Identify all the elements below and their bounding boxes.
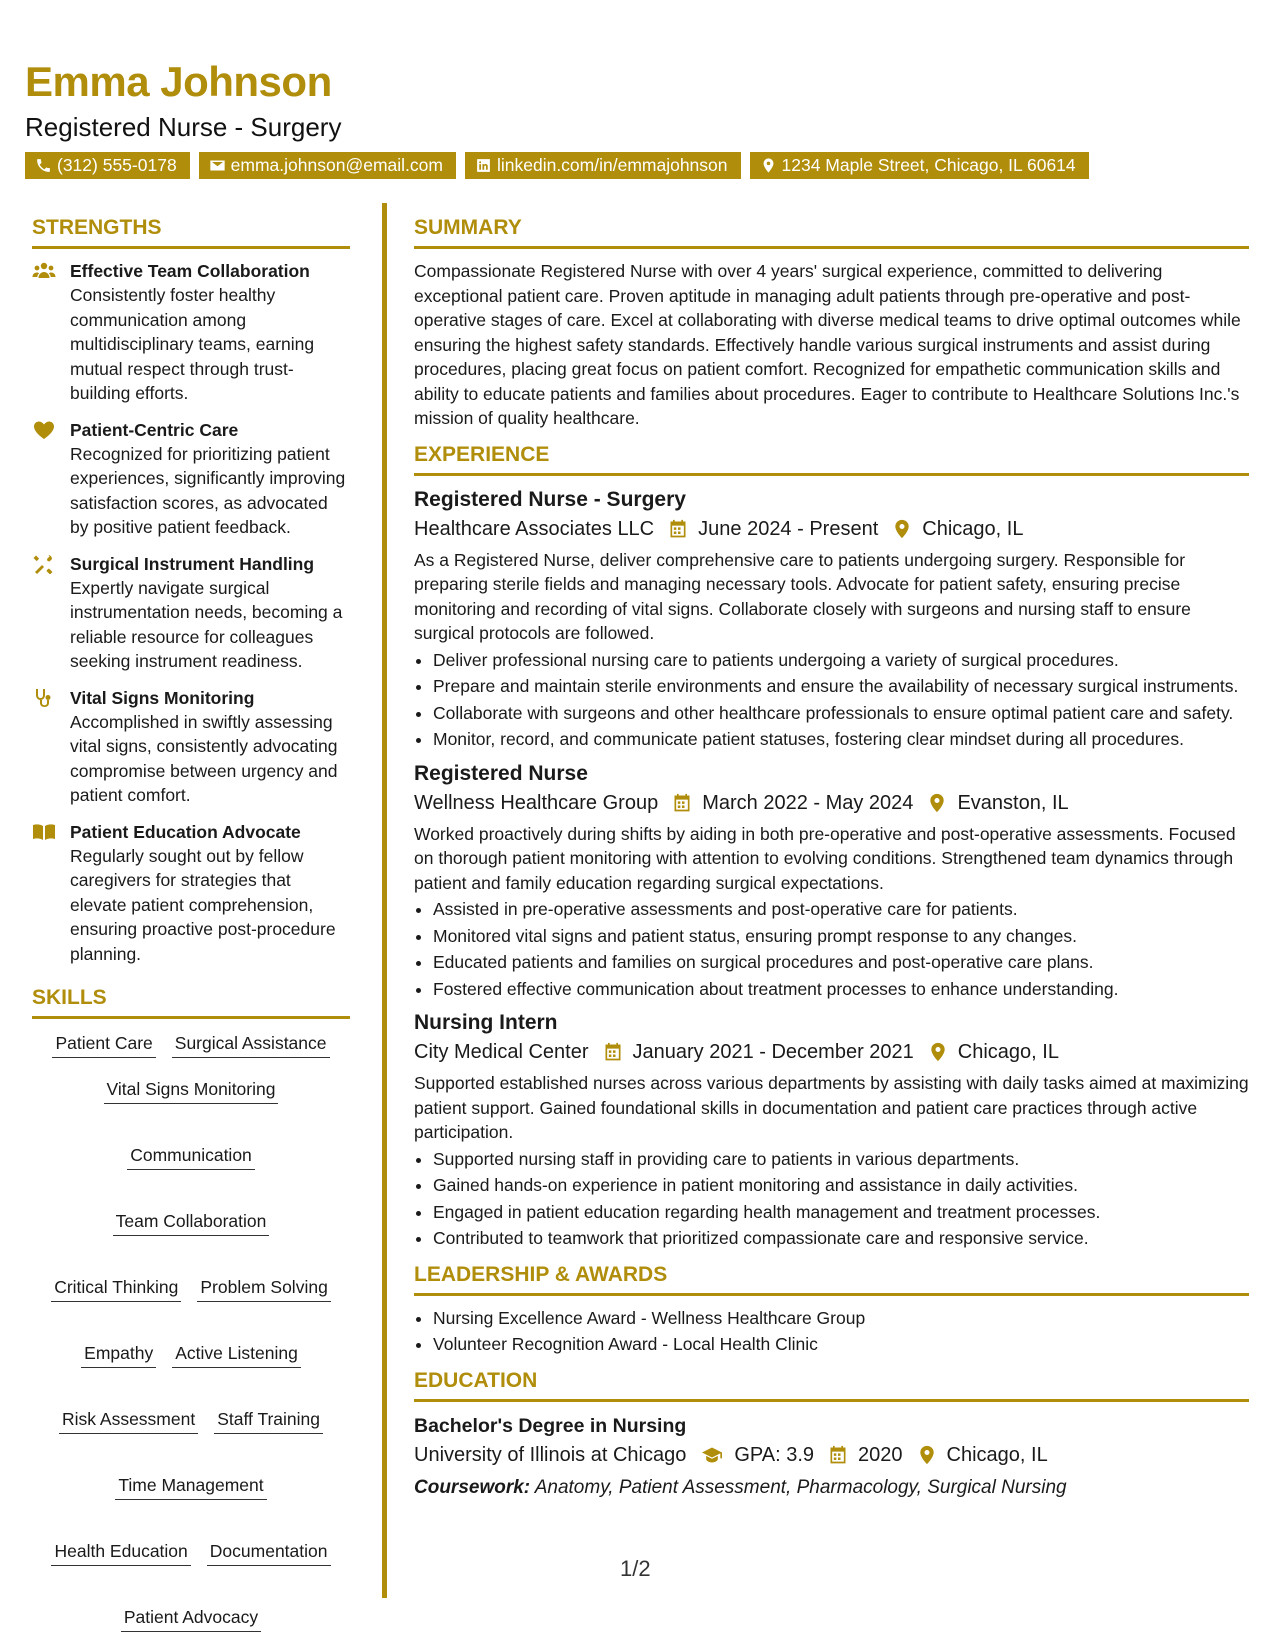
strength-desc: Recognized for prioritizing patient experiences, significantly improving satisfaction scores, as advocated by positive patient feedback.	[70, 443, 346, 537]
skills-list	[32, 1029, 350, 1632]
job-company: Healthcare Associates LLC	[414, 517, 655, 540]
experience-heading: EXPERIENCE	[414, 443, 1249, 476]
job-title-header: Registered Nurse - Surgery	[25, 112, 342, 142]
job-title: Registered Nurse	[414, 761, 588, 785]
job-description: Supported established nurses across various departments by assisting with daily tasks aimed at maximizing patient support. Gained foundational skills in documentation and patient care practices through active participation.	[414, 1073, 1249, 1142]
list-item: • Educated patients and families on surgical procedures and post-operative care plans.	[433, 950, 1249, 975]
map-pin-icon	[917, 1445, 937, 1465]
job-bullets	[414, 897, 1249, 1001]
leadership-heading: LEADERSHIP & AWARDS	[414, 1263, 1249, 1296]
coursework-label: Coursework:	[414, 1476, 531, 1498]
job-location: Chicago, IL	[922, 517, 1024, 540]
job-company: City Medical Center	[414, 1041, 589, 1063]
contact-bar	[25, 152, 1089, 179]
map-pin-icon	[892, 519, 912, 539]
list-item: • Supported nursing staff in providing care to patients in various departments.	[433, 1147, 1249, 1172]
contact-linkedin[interactable]	[465, 152, 741, 179]
coursework	[414, 1474, 1249, 1502]
skill-tag: Vital Signs Monitoring	[104, 1078, 279, 1104]
strength-title: Patient Education Advocate	[70, 821, 301, 842]
strength-title: Surgical Instrument Handling	[70, 553, 315, 574]
strength-title: Patient-Centric Care	[70, 419, 239, 440]
job-dates: January 2021 - December 2021	[632, 1041, 914, 1063]
linkedin-icon	[475, 157, 492, 174]
skill-tag: Active Listening	[172, 1342, 301, 1368]
list-item: • Monitor, record, and communicate patient statuses, fostering clear mindset during all procedures.	[433, 727, 1249, 752]
contact-phone-text: (312) 555-0178	[57, 155, 177, 175]
list-item: • Assisted in pre-operative assessments and post-operative care for patients.	[433, 897, 1249, 922]
job-dates: June 2024 - Present	[698, 517, 879, 540]
strength-item	[32, 259, 350, 406]
education-heading: EDUCATION	[414, 1369, 1249, 1402]
job-bullets	[414, 648, 1249, 752]
map-pin-icon	[760, 157, 777, 174]
skill-tag: Patient Advocacy	[121, 1606, 261, 1632]
strength-desc: Consistently foster healthy communication among multidisciplinary teams, earning mutual respect through trust-building efforts.	[70, 285, 315, 403]
contact-phone[interactable]	[25, 152, 190, 179]
strengths-heading: STRENGTHS	[32, 216, 350, 249]
skill-tag: Health Education	[51, 1540, 190, 1566]
strength-item	[32, 418, 350, 540]
summary-heading: SUMMARY	[414, 216, 1249, 249]
strength-item	[32, 820, 350, 967]
column-divider	[382, 203, 387, 1598]
job-meta	[414, 514, 1249, 544]
job-location: Chicago, IL	[957, 1041, 1059, 1063]
users-icon	[32, 261, 56, 281]
calendar-icon	[603, 1042, 623, 1062]
tools-icon	[32, 554, 56, 574]
skill-tag: Risk Assessment	[59, 1408, 198, 1434]
job-meta	[414, 788, 1249, 818]
job-dates: March 2022 - May 2024	[702, 791, 914, 814]
list-item: • Gained hands-on experience in patient monitoring and assistance in daily activities.	[433, 1173, 1249, 1198]
contact-email[interactable]	[199, 152, 456, 179]
job-entry	[414, 1009, 1249, 1251]
list-item: • Fostered effective communication about treatment processes to enhance understanding.	[433, 977, 1249, 1002]
calendar-icon	[828, 1445, 848, 1465]
job-entry	[414, 760, 1249, 1002]
candidate-name: Emma Johnson	[25, 58, 332, 105]
job-location: Evanston, IL	[957, 791, 1069, 814]
list-item: • Monitored vital signs and patient status, ensuring prompt response to any changes.	[433, 924, 1249, 949]
map-pin-icon	[927, 793, 947, 813]
strength-desc: Accomplished in swiftly assessing vital signs, consistently advocating compromise between urgency and patient comfort.	[70, 711, 338, 805]
job-company: Wellness Healthcare Group	[414, 791, 659, 814]
school-name: University of Illinois at Chicago	[414, 1443, 687, 1466]
list-item: • Engaged in patient education regarding health management and treatment processes.	[433, 1200, 1249, 1225]
strength-desc: Regularly sought out by fellow caregivers for strategies that elevate patient comprehension, ensuring proactive post-procedure planning.	[70, 845, 336, 964]
job-title: Registered Nurse - Surgery	[414, 487, 686, 511]
calendar-icon	[668, 519, 688, 539]
list-item: • Volunteer Recognition Award - Local Health Clinic	[433, 1332, 1249, 1357]
skill-tag: Problem Solving	[197, 1276, 330, 1302]
book-icon	[32, 822, 56, 842]
list-item: • Contributed to teamwork that prioritized compassionate care and responsive service.	[433, 1226, 1249, 1251]
school-location: Chicago, IL	[946, 1443, 1048, 1466]
contact-email-text: emma.johnson@email.com	[230, 155, 443, 175]
strength-desc: Expertly navigate surgical instrumentation needs, becoming a reliable resource for colleagues seeking instrument readiness.	[70, 577, 343, 671]
graduation-cap-icon	[700, 1445, 724, 1465]
skill-tag: Empathy	[81, 1342, 156, 1368]
job-entry	[414, 486, 1249, 752]
skills-heading: SKILLS	[32, 986, 350, 1019]
skill-tag: Communication	[127, 1144, 255, 1170]
left-column	[32, 216, 350, 1632]
skill-tag: Staff Training	[214, 1408, 323, 1434]
strength-title: Effective Team Collaboration	[70, 261, 310, 281]
skill-tag: Documentation	[207, 1540, 331, 1566]
list-item: • Deliver professional nursing care to patients undergoing a variety of surgical procedures.	[433, 648, 1249, 673]
skill-tag: Time Management	[115, 1474, 266, 1500]
skill-tag: Patient Care	[52, 1032, 155, 1058]
education-meta	[414, 1440, 1249, 1470]
stethoscope-icon	[32, 688, 56, 708]
map-pin-icon	[928, 1042, 948, 1062]
job-bullets	[414, 1147, 1249, 1251]
gpa: GPA: 3.9	[734, 1443, 815, 1466]
strength-item	[32, 552, 350, 674]
awards-list	[414, 1306, 1249, 1357]
heart-icon	[32, 420, 56, 440]
list-item: • Nursing Excellence Award - Wellness Healthcare Group	[433, 1306, 1249, 1331]
list-item: • Prepare and maintain sterile environments and ensure the availability of necessary surgical instruments.	[433, 674, 1249, 699]
skill-tag: Team Collaboration	[113, 1210, 270, 1236]
skill-tag: Critical Thinking	[51, 1276, 181, 1302]
strength-title: Vital Signs Monitoring	[70, 687, 255, 708]
summary-text: Compassionate Registered Nurse with over 4 years' surgical experience, committed to delivering exceptional patient care. Proven aptitude in managing adult patients through pre-operative and post-operative stages of care. Excel at collaborating with diverse medical teams to drive optimal outcomes while ensuring the highest safety standards. Effectively handle various surgical instruments and assist during procedures, placing great focus on patient comfort. Recognized for empathetic communication skills and ability to educate patients and families about procedures. Eager to contribute to Healthcare Solutions Inc.'s mission of quality healthcare.	[414, 261, 1241, 428]
job-description: As a Registered Nurse, deliver comprehensive care to patients undergoing surgery. Responsible for preparing sterile fields and managing necessary tools. Advocate for patient safety, ensuring precise monitoring and recording of vital signs. Collaborate closely with surgeons and nursing staff to ensure surgical protocols are followed.	[414, 549, 1191, 643]
contact-address[interactable]	[750, 152, 1089, 179]
job-description: Worked proactively during shifts by aiding in both pre-operative and post-operative assessments. Focused on thorough patient monitoring with attention to evolving conditions. Strengthened team dynamics through patient and family education regarding surgical expectations.	[414, 823, 1236, 893]
envelope-icon	[209, 157, 226, 174]
page-number: 1/2	[620, 1556, 651, 1581]
calendar-icon	[672, 793, 692, 813]
list-item: • Collaborate with surgeons and other healthcare professionals to ensure optimal patient care and safety.	[433, 701, 1249, 726]
degree-title: Bachelor's Degree in Nursing	[414, 1414, 687, 1437]
contact-address-text: 1234 Maple Street, Chicago, IL 60614	[781, 155, 1076, 175]
graduation-year: 2020	[858, 1443, 903, 1466]
coursework-list: Anatomy, Patient Assessment, Pharmacology, Surgical Nursing	[534, 1476, 1067, 1498]
contact-linkedin-text: linkedin.com/in/emmajohnson	[496, 155, 728, 175]
right-column	[414, 216, 1249, 1502]
skill-tag: Surgical Assistance	[172, 1032, 330, 1058]
strength-item	[32, 686, 350, 808]
phone-icon	[35, 157, 52, 174]
job-title: Nursing Intern	[414, 1011, 558, 1034]
job-meta	[414, 1037, 1249, 1067]
